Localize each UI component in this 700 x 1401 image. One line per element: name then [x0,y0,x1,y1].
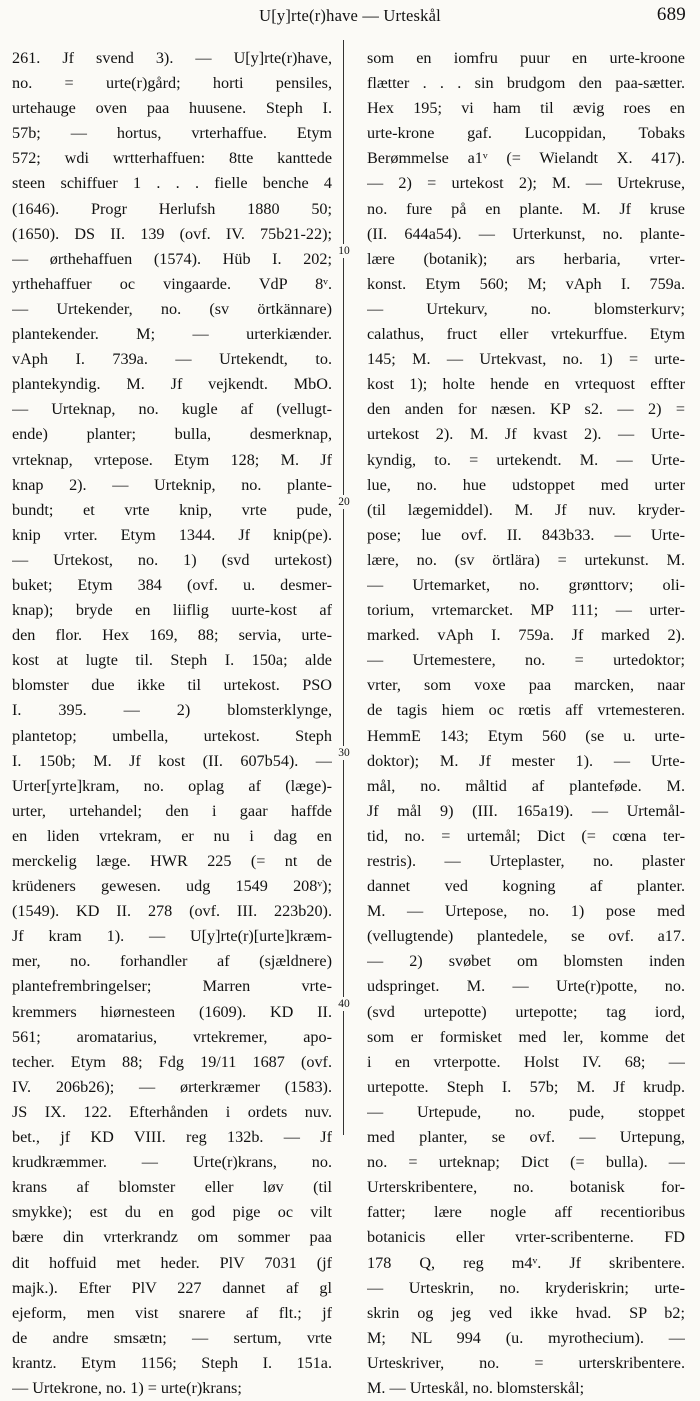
text-line: Jf kram 1). — U[y]rte(r)[urte]kræm- [12,927,332,946]
text-line: no. = urte(r)gård; horti pensiles, [12,74,332,93]
text-line: — 2) = urtekost 2); M. — Urtekruse, [367,174,685,193]
text-line: no. fure på en plante. M. Jf kruse [367,199,685,218]
text-line: lære (botanik); ars herbaria, vrter- [367,249,685,268]
text-line: mer, no. forhandler af (sjældnere) [12,952,332,971]
text-line: kremmers hiørnesteen (1609). KD II. [12,1002,332,1021]
text-line: vrteknap, vrtepose. Etym 128; M. Jf [12,450,332,469]
text-line: krudkræmmer. — Urte(r)krans, no. [12,1153,332,1172]
text-line: (vellugtende) plantedele, se ovf. a17. [367,927,685,946]
text-line: ejeform, men vist snarere af flt.; jf [12,1303,332,1322]
text-line: kyndig, to. = urtekendt. M. — Urte- [367,450,685,469]
text-line: HemmE 143; Etym 560 (se u. urte- [367,726,685,745]
column-divider [343,40,344,1135]
text-line: urter, urtehandel; den i gaar haffde [12,801,332,820]
text-line: buket; Etym 384 (ovf. u. desmer- [12,575,332,594]
text-line: bundt; et vrte knip, vrte pude, [12,500,332,519]
line-number: 30 [338,747,350,759]
text-line: steen schiffuer 1 . . . fielle benche 4 [12,174,332,193]
text-line: M; NL 994 (u. myrothecium). — [367,1328,685,1347]
text-line: lue, no. hue udstoppet med urter [367,475,685,494]
text-line: plantefrembringelser; Marren vrte- [12,977,332,996]
text-line: krans af blomster eller løv (til [12,1178,332,1197]
text-line: pose; lue ovf. II. 843b33. — Urte- [367,525,685,544]
text-line: — 2) svøbet om blomsten inden [367,952,685,971]
text-line: Jf mål 9) (III. 165a19). — Urtemål- [367,801,685,820]
text-line: M. — Urtepose, no. 1) pose med [367,902,685,921]
text-line: botanicis eller vrter-scribenterne. FD [367,1228,685,1247]
line-number: 10 [338,245,350,257]
text-line: krüdeners gewesen. udg 1549 208ᵛ); [12,877,332,896]
right-column [367,46,685,1401]
text-line: — Urtemestere, no. = urtedoktor; [367,651,685,670]
text-line: — Urtekrone, no. 1) = urte(r)krans; [12,1378,242,1397]
text-line: (til lægemiddel). M. Jf nuv. kryder- [367,500,685,519]
text-line: (II. 644a54). — Urterkunst, no. plante- [367,224,685,243]
text-line: konst. Etym 560; M; vAph I. 759a. [367,274,685,293]
text-line: som en iomfru puur en urte-kroone [367,49,685,67]
text-line: kost 1); holte hende en vrtequost effter [367,375,685,394]
text-line: plantekender. M; — urterkiænder. [12,325,332,344]
text-line: — Urtekost, no. 1) (svd urtekost) [12,550,332,569]
text-line: plantekyndig. M. Jf vejkendt. MbO. [12,375,332,394]
text-line: marked. vAph I. 759a. Jf marked 2). [367,626,685,645]
text-line: (1549). KD II. 278 (ovf. III. 223b20). [12,902,332,921]
text-line: 57b; — hortus, vrterhaffue. Etym [12,124,332,143]
text-line: urtehauge oven paa huusene. Steph I. [12,99,332,118]
text-line: urtekost 2). M. Jf kvast 2). — Urte- [367,425,685,444]
text-line: restris). — Urteplaster, no. plaster [367,852,685,870]
text-line: kost at lugte til. Steph I. 150a; alde [12,651,332,670]
text-line: udspringet. M. — Urte(r)potte, no. [367,977,685,996]
text-line: bære din vrterkrandz om sommer paa [12,1228,332,1247]
line-number: 40 [338,998,350,1010]
text-line: krantz. Etym 1156; Steph I. 151a. [12,1353,332,1372]
text-line: dit hoffuid met heder. PlV 7031 (jf [12,1253,332,1272]
text-line: urtepotte. Steph I. 57b; M. Jf krudp. [367,1077,685,1096]
text-line: doktor); M. Jf mester 1). — Urte- [367,751,685,770]
text-line: — Urtepude, no. pude, stoppet [367,1102,685,1121]
text-line: IV. 206b26); — ørterkræmer (1583). [12,1077,332,1096]
text-line: no. = urteknap; Dict (= bulla). — [367,1153,685,1172]
text-line: 145; M. — Urtekvast, no. 1) = urte- [367,350,685,369]
text-line: 561; aromatarius, vrtekremer, apo- [12,1027,332,1046]
text-line: majk.). Efter PlV 227 dannet af gl [12,1278,332,1297]
text-line: torium, vrtemarcket. MP 111; — urter- [367,601,685,620]
text-line: — Urtekender, no. (sv örtkännare) [12,299,332,318]
text-line: knap); bryde en liiflig uurte-kost af [12,601,332,620]
text-line: 572; wdi wrtterhaffuen: 8tte kanttede [12,149,332,168]
text-line: de tagis hiem oc rœtis aff vrtemesteren. [367,701,685,720]
text-line: bet., jf KD VIII. reg 132b. — Jf [12,1128,332,1147]
left-column [12,46,332,1401]
text-line: den flor. Hex 169, 88; servia, urte- [12,626,332,645]
text-line: calathus, fruct eller vrtekurffue. Etym [367,325,685,344]
text-line: (1646). Progr Herlufsh 1880 50; [12,199,332,218]
line-number: 20 [338,496,350,508]
running-header [0,4,700,30]
text-line: lære, no. (sv örtlära) = urtekunst. M. [367,550,685,569]
text-line: urte-krone gaf. Lucoppidan, Tobaks [367,124,685,143]
text-line: ende) planter; bulla, desmerknap, [12,425,332,444]
text-line: yrthehaffuer oc vingaarde. VdP 8ᵛ. [12,274,332,293]
text-line: plantetop; umbella, urtekost. Steph [12,726,332,745]
text-line: fatter; lære nogle aff recentioribus [367,1203,685,1222]
text-line: vAph I. 739a. — Urtekendt, to. [12,350,332,369]
text-line: blomster due ikke til urtekost. PSO [12,676,332,695]
text-line: vrter, som voxe paa marcken, naar [367,676,685,695]
text-line: merckelig læge. HWR 225 (= nt de [12,852,332,870]
text-line: den anden for næsen. KP s2. — 2) = [367,400,685,419]
text-line: knip vrter. Etym 1344. Jf knip(pe). [12,525,332,544]
text-line: — Urteknap, no. kugle af (vellugt- [12,400,332,419]
text-line: Urter[yrte]kram, no. oplag af (læge)- [12,776,332,795]
text-line: smykke); est du en god pige oc vilt [12,1203,332,1222]
text-line: flætter . . . sin brudgom den paa-sætter. [367,74,685,93]
text-line: I. 395. — 2) blomsterklynge, [12,701,332,720]
text-line: JS IX. 122. Efterhånden i ordets nuv. [12,1102,332,1121]
text-line: Urterskribentere, no. botanisk for- [367,1178,685,1197]
text-line: skrin og jeg ved ikke hvad. SP b2; [367,1303,685,1322]
text-line: — Urtemarket, no. grønttorv; oli- [367,575,685,594]
text-line: techer. Etym 88; Fdg 19/11 1687 (ovf. [12,1052,332,1071]
text-line: (1650). DS II. 139 (ovf. IV. 75b21-22); [12,224,332,243]
text-line: M. — Urteskål, no. blomsterskål; [367,1378,585,1397]
text-line: Berømmelse a1ᵛ (= Wielandt X. 417). [367,149,685,168]
text-line: med planter, se ovf. — Urtepung, [367,1128,685,1147]
text-line: Hex 195; vi ham til ævig roes en [367,99,685,118]
text-line: tid, no. = urtemål; Dict (= cœna ter- [367,826,685,845]
text-line: 178 Q, reg m4ᵛ. Jf skribentere. [367,1253,685,1272]
header-title: U[y]rte(r)have — Urteskål [259,6,441,25]
text-line: (svd urtepotte) urtepotte; tag iord, [367,1002,685,1021]
text-line: — ørthehaffuen (1574). Hüb I. 202; [12,249,332,268]
text-line: I. 150b; M. Jf kost (II. 607b54). — [12,751,332,770]
text-line: — Urtekurv, no. blomsterkurv; [367,299,685,318]
text-line: dannet ved kogning af planter. [367,877,685,896]
text-line: knap 2). — Urteknip, no. plante- [12,475,332,494]
text-line: — Urteskrin, no. kryderiskrin; urte- [367,1278,685,1297]
text-line: Urteskriver, no. = urterskribentere. [367,1353,685,1372]
text-line: en liden vrtekram, er nu i dag en [12,826,332,845]
text-line: som er formisket med ler, komme det [367,1027,685,1046]
text-line: de andre smsætn; — sertum, vrte [12,1328,332,1347]
text-line: mål, no. måltid af planteføde. M. [367,776,685,795]
text-line: 261. Jf svend 3). — U[y]rte(r)have, [12,49,332,67]
page-number: 689 [656,4,686,25]
text-line: i en vrterpotte. Holst IV. 68; — [367,1052,685,1071]
